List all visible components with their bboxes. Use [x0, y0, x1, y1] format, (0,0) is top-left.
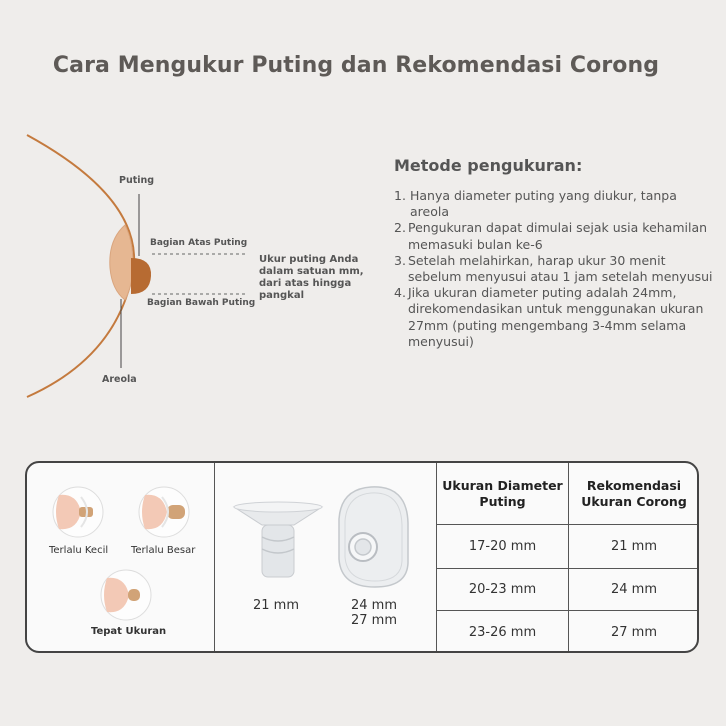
- label-puting: Puting: [119, 175, 155, 186]
- too-small-illustration: [51, 485, 107, 539]
- measure-note: Ukur puting Anda dalam satuan mm, dari atas hingga pangkal: [259, 254, 364, 301]
- list-item: 4. Jika ukuran diameter puting adalah 24mm, direkomendasikan untuk menggunakan ukuran 27mm (puting mengembang 3-4mm selama menyusui): [394, 285, 704, 349]
- nipple-shape: [131, 258, 151, 294]
- sizing-table: [25, 461, 699, 653]
- list-item: 3. Setelah melahirkan, harap ukur 30 menit sebelum menyusui atau 1 jam setelah menyusui: [394, 252, 713, 285]
- label-bagian-atas: Bagian Atas Puting: [150, 238, 248, 248]
- table-cell-diameter: 23-26 mm: [468, 624, 537, 640]
- flange-21mm-image: [232, 501, 324, 583]
- method-title: Metode pengukuran:: [394, 156, 583, 175]
- label-too-small: Terlalu Kecil: [49, 545, 109, 556]
- table-cell-diameter: 20-23 mm: [468, 582, 537, 597]
- divider: [214, 463, 215, 651]
- header-diameter: Ukuran Diameter Puting: [442, 477, 563, 509]
- table-cell-corong: 21 mm: [610, 539, 657, 554]
- areola-shape: [110, 225, 133, 300]
- label-too-big: Terlalu Besar: [131, 545, 196, 556]
- list-item: 2. Pengukuran dapat dimulai sejak usia kehamilan memasuki bulan ke-6: [394, 220, 708, 252]
- label-right-size: Tepat Ukuran: [91, 626, 167, 637]
- page-title: Cara Mengukur Puting dan Rekomendasi Corong: [52, 53, 660, 78]
- method-steps: [394, 188, 719, 350]
- label-bagian-bawah: Bagian Bawah Puting: [147, 298, 256, 308]
- right-size-illustration: [99, 568, 155, 622]
- list-item: 1. Hanya diameter puting yang diukur, tanpa areola: [394, 188, 677, 220]
- table-cell-corong: 24 mm: [610, 582, 657, 597]
- header-recommendation: Rekomendasi Ukuran Corong: [581, 477, 687, 509]
- flange-24-27mm-image: [335, 483, 411, 591]
- flange-label-24-27: 24 mm 27 mm: [351, 598, 398, 628]
- too-big-illustration: [137, 485, 193, 539]
- table-cell-corong: 27 mm: [610, 624, 657, 640]
- flange-label-21: 21 mm: [253, 598, 300, 613]
- label-areola: Areola: [102, 374, 137, 385]
- table-cell-diameter: 17-20 mm: [468, 539, 537, 554]
